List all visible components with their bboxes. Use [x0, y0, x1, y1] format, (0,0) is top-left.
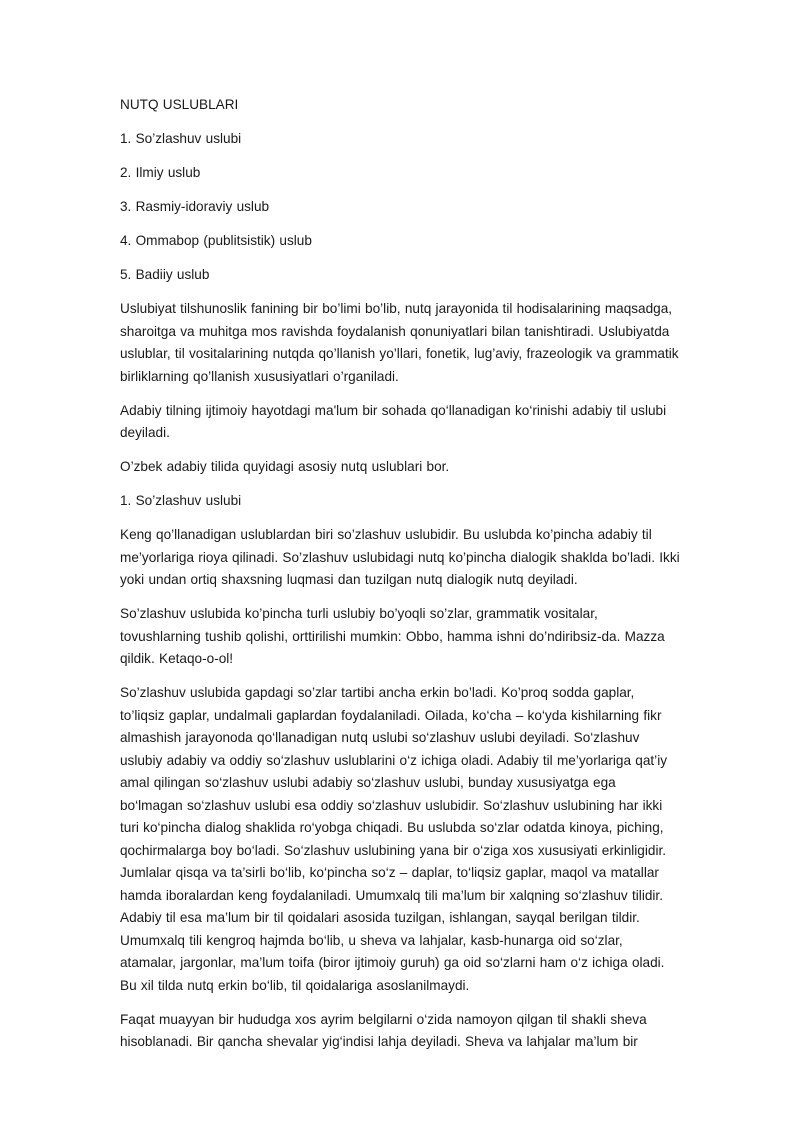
paragraph: Uslubiyat tilshunoslik fanining bir bo’limi bo’lib, nutq jarayonida til hodisalarining maqsadga, sharoitga va muhitga mos ravishda foydalanish qonuniyatlari bilan tanishtiradi. Uslubiyatda uslublar, til vositalarining nutqda qo’llanish yo’llari, fonetik, lug’aviy, frazeologik va grammatik birliklarning qo’llanish xususiyatlari o’rganiladi. [120, 301, 679, 384]
paragraph: So’zlashuv uslubida ko’pincha turli uslubiy bo’yoqli so’zlar, grammatik vositalar, tovushlarning tushib qolishi, orttirilishi mumkin: Obbo, hamma ishni do’ndiribsiz-da. Mazza qildik. Ketaqo-o-ol! [120, 606, 665, 666]
list-item: 1. So’zlashuv uslubi [120, 131, 242, 146]
document-page [120, 94, 682, 1065]
list-item: 2. Ilmiy uslub [120, 165, 201, 180]
list-item: 3. Rasmiy-idoraviy uslub [120, 199, 270, 214]
paragraph: Keng qo’llanadigan uslublardan biri so’zlashuv uslubidir. Bu uslubda ko’pincha adabiy til me’yorlariga rioya qilinadi. So’zlashuv uslubidagi nutq ko’pincha dialogik shaklda bo’ladi. Ikki yoki undan ortiq shaxsning luqmasi dan tuzilgan nutq dialogik nutq deyiladi. [120, 527, 680, 587]
list-item: 5. Badiiy uslub [120, 267, 210, 282]
document-title: NUTQ USLUBLARI [120, 97, 239, 112]
paragraph: So’zlashuv uslubida gapdagi so’zlar tartibi ancha erkin bo’ladi. Ko’proq sodda gaplar, to’liqsiz gaplar, undalmali gaplardan foydalaniladi. Oilada, ko‘cha – ko‘yda kishilarning fikr almashish jarayonoda qo‘llanadigan nutq uslubi so‘zlashuv uslubi deyiladi. So‘zlashuv uslubiy adabiy va oddiy so‘zlashuv uslublarini o‘z ichiga oladi. Adabiy til me’yorlariga qat’iy amal qilingan so‘zlashuv uslubi adabiy so‘zlashuv uslubi, bunday xususiyatga ega bo‘lmagan so‘zlashuv uslubi esa oddiy so‘zlashuv uslubidir. So‘zlashuv uslubining har ikki turi ko‘pincha dialog shaklida ro‘yobga chiqadi. Bu uslubda so‘zlar odatda kinoya, piching, qochirmalarga boy bo‘ladi. So‘zlashuv uslubining yana bir o‘ziga xos xususiyati erkinligidir. Jumlalar qisqa va ta’sirli bo‘lib, ko‘pincha so‘z – daplar, to‘liqsiz gaplar, maqol va matallar hamda iboralardan keng foydalaniladi. Umumxalq tili ma’lum bir xalqning so‘zlashuv tilidir. Adabiy til esa ma’lum bir til qoidalari asosida tuzilgan, ishlangan, sayqal berilgan tildir. Umumxalq tili kengroq hajmda bo‘lib, u sheva va lahjalar, kasb-hunarga oid so‘zlar, atamalar, jargonlar, ma’lum toifa (biror ijtimoiy guruh) ga oid so‘zlarni ham o‘z ichiga oladi. Bu xil tilda nutq erkin bo‘lib, til qoidalariga asoslanilmaydi. [120, 685, 668, 993]
section-heading: 1. So’zlashuv uslubi [120, 493, 242, 508]
paragraph: Faqat muayyan bir hududga xos ayrim belgilarni o‘zida namoyon qilgan til shakli sheva hisoblanadi. Bir qancha shevalar yig‘indisi lahja deyiladi. Sheva va lahjalar ma’lum bir [120, 1011, 647, 1049]
list-item: 4. Ommabop (publitsistik) uslub [120, 233, 312, 248]
paragraph: O’zbek adabiy tilida quyidagi asosiy nutq uslublari bor. [120, 459, 450, 474]
paragraph: Adabiy tilning ijtimoiy hayotdagi ma'lum bir sohada qo‘llanadigan ko‘rinishi adabiy til uslubi deyiladi. [120, 402, 667, 440]
